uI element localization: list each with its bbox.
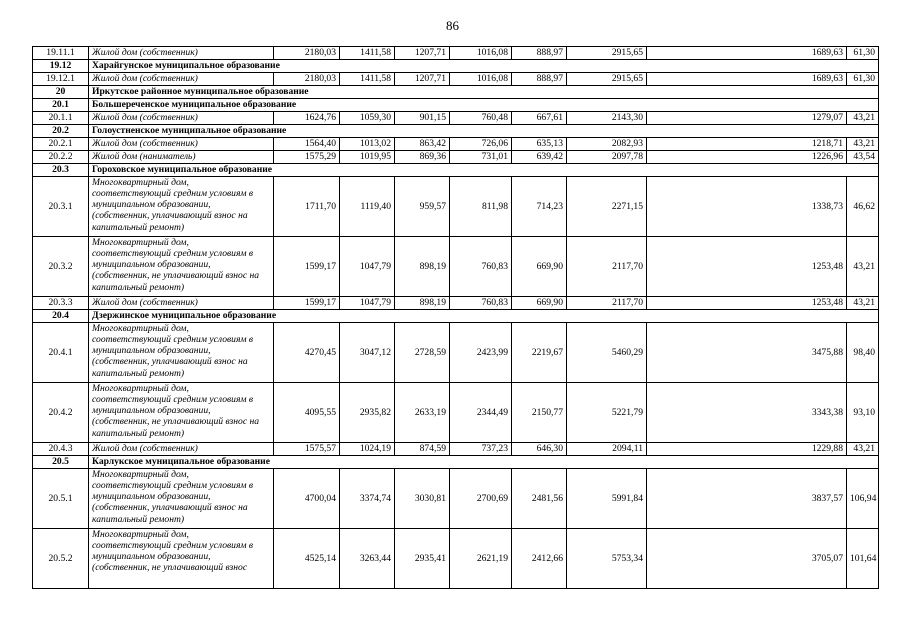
- section-code: 20.2: [33, 125, 89, 138]
- tariff-value: 760,83: [450, 297, 512, 310]
- table-row: [33, 151, 879, 164]
- row-description: Жилой дом (собственник): [89, 112, 274, 125]
- section-row: [33, 164, 879, 177]
- tariff-value: 760,48: [450, 112, 512, 125]
- tariff-value: 1253,48: [647, 237, 847, 297]
- tariff-value: 5221,79: [567, 383, 647, 443]
- tariff-value: 1016,08: [450, 73, 512, 86]
- tariff-value: 4700,04: [274, 469, 340, 529]
- row-description: Многоквартирный дом, соответствующий средним условиям в муниципальном образовании, (собственник, уплачивающий взнос на капитальный ремонт): [89, 469, 274, 529]
- page-number: 86: [446, 18, 459, 33]
- tariff-value: 43,21: [847, 443, 879, 456]
- tariff-value: 2935,82: [340, 383, 395, 443]
- section-title: Дзержинское муниципальное образование: [89, 310, 879, 323]
- tariff-value: 43,21: [847, 237, 879, 297]
- tariff-value: 1207,71: [395, 73, 450, 86]
- section-code: 20: [33, 86, 89, 99]
- row-code: 20.2.1: [33, 138, 89, 151]
- tariff-value: 3343,38: [647, 383, 847, 443]
- section-code: 20.4: [33, 310, 89, 323]
- section-title: Голоустненское муниципальное образование: [89, 125, 879, 138]
- table-row: [33, 73, 879, 86]
- tariff-value: 2481,56: [512, 469, 567, 529]
- tariff-value: 46,62: [847, 177, 879, 237]
- table-row: [33, 112, 879, 125]
- tariff-value: 1624,76: [274, 112, 340, 125]
- section-code: 20.1: [33, 99, 89, 112]
- tariff-value: 2621,19: [450, 529, 512, 589]
- tariff-value: 1024,19: [340, 443, 395, 456]
- section-row: [33, 125, 879, 138]
- tariff-value: 43,21: [847, 138, 879, 151]
- tariff-value: 2935,41: [395, 529, 450, 589]
- tariff-value: 1047,79: [340, 237, 395, 297]
- section-row: [33, 60, 879, 73]
- tariff-value: 669,90: [512, 237, 567, 297]
- tariff-value: 101,64: [847, 529, 879, 589]
- row-description: Жилой дом (собственник): [89, 297, 274, 310]
- table-row: [33, 237, 879, 297]
- row-code: 20.4.2: [33, 383, 89, 443]
- tariff-value: 1575,57: [274, 443, 340, 456]
- tariff-value: 901,15: [395, 112, 450, 125]
- tariff-value: 898,19: [395, 297, 450, 310]
- tariff-value: 1599,17: [274, 237, 340, 297]
- tariff-value: 726,06: [450, 138, 512, 151]
- tariff-value: 1575,29: [274, 151, 340, 164]
- section-row: [33, 310, 879, 323]
- tariff-value: 2150,77: [512, 383, 567, 443]
- tariff-value: 1059,30: [340, 112, 395, 125]
- row-code: 20.1.1: [33, 112, 89, 125]
- row-code: 19.11.1: [33, 47, 89, 60]
- row-description: Многоквартирный дом, соответствующий средним условиям в муниципальном образовании, (собственник, не уплачивающий взнос на капитальный ремонт): [89, 383, 274, 443]
- tariff-value: 669,90: [512, 297, 567, 310]
- row-description: Жилой дом (собственник): [89, 138, 274, 151]
- tariff-value: 2633,19: [395, 383, 450, 443]
- tariff-value: 1279,07: [647, 112, 847, 125]
- tariff-value: 869,36: [395, 151, 450, 164]
- tariff-value: 5460,29: [567, 323, 647, 383]
- tariff-value: 2271,15: [567, 177, 647, 237]
- section-row: [33, 456, 879, 469]
- row-code: 20.5.2: [33, 529, 89, 589]
- tariff-value: 1711,70: [274, 177, 340, 237]
- tariff-value: 2097,78: [567, 151, 647, 164]
- tariff-value: 1338,73: [647, 177, 847, 237]
- section-title: Харайгунское муниципальное образование: [89, 60, 879, 73]
- row-description: Многоквартирный дом, соответствующий средним условиям в муниципальном образовании, (собственник, уплачивающий взнос на капитальный ремонт): [89, 323, 274, 383]
- tariff-value: 1207,71: [395, 47, 450, 60]
- tariff-value: 1564,40: [274, 138, 340, 151]
- section-code: 20.3: [33, 164, 89, 177]
- row-description: Многоквартирный дом, соответствующий средним условиям в муниципальном образовании, (собственник, уплачивающий взнос на капитальный ремонт): [89, 177, 274, 237]
- row-description: Жилой дом (собственник): [89, 73, 274, 86]
- table-row: [33, 383, 879, 443]
- tariff-value: 2915,65: [567, 73, 647, 86]
- table-row: [33, 443, 879, 456]
- tariff-value: 1226,96: [647, 151, 847, 164]
- tariff-value: 1229,88: [647, 443, 847, 456]
- tariff-value: 646,30: [512, 443, 567, 456]
- tariff-value: 2180,03: [274, 73, 340, 86]
- tariff-value: 3837,57: [647, 469, 847, 529]
- tariff-value: 4270,45: [274, 323, 340, 383]
- tariff-value: 731,01: [450, 151, 512, 164]
- tariff-value: 2117,70: [567, 237, 647, 297]
- tariff-value: 1599,17: [274, 297, 340, 310]
- tariff-value: 3263,44: [340, 529, 395, 589]
- table-row: [33, 469, 879, 529]
- tariff-value: 1689,63: [647, 73, 847, 86]
- tariff-value: 43,21: [847, 297, 879, 310]
- row-code: 20.3.3: [33, 297, 89, 310]
- tariff-value: 2728,59: [395, 323, 450, 383]
- tariff-value: 2180,03: [274, 47, 340, 60]
- tariff-value: 43,21: [847, 112, 879, 125]
- tariff-value: 3374,74: [340, 469, 395, 529]
- tariff-value: 3705,07: [647, 529, 847, 589]
- tariff-value: 1119,40: [340, 177, 395, 237]
- row-description: Жилой дом (собственник): [89, 47, 274, 60]
- row-description: Жилой дом (наниматель): [89, 151, 274, 164]
- row-code: 20.4.3: [33, 443, 89, 456]
- table-row: [33, 177, 879, 237]
- tariff-value: 2219,67: [512, 323, 567, 383]
- tariff-value: 3030,81: [395, 469, 450, 529]
- tariff-value: 43,54: [847, 151, 879, 164]
- tariff-value: 1253,48: [647, 297, 847, 310]
- row-code: 20.3.2: [33, 237, 89, 297]
- tariff-value: 714,23: [512, 177, 567, 237]
- section-title: Большереченское муниципальное образование: [89, 99, 879, 112]
- tariff-value: 1013,02: [340, 138, 395, 151]
- tariff-value: 4095,55: [274, 383, 340, 443]
- tariff-value: 1689,63: [647, 47, 847, 60]
- table-body: [33, 47, 879, 589]
- tariff-value: 2143,30: [567, 112, 647, 125]
- tariff-value: 888,97: [512, 47, 567, 60]
- tariff-value: 1047,79: [340, 297, 395, 310]
- tariff-value: 2700,69: [450, 469, 512, 529]
- tariff-value: 1016,08: [450, 47, 512, 60]
- section-title: Карлукское муниципальное образование: [89, 456, 879, 469]
- tariff-value: 959,57: [395, 177, 450, 237]
- tariff-value: 106,94: [847, 469, 879, 529]
- section-title: Иркутское районное муниципальное образование: [89, 86, 879, 99]
- tariff-value: 667,61: [512, 112, 567, 125]
- tariff-value: 3475,88: [647, 323, 847, 383]
- row-code: 20.4.1: [33, 323, 89, 383]
- tariff-value: 3047,12: [340, 323, 395, 383]
- tariff-value: 93,10: [847, 383, 879, 443]
- tariff-value: 2117,70: [567, 297, 647, 310]
- tariff-value: 863,42: [395, 138, 450, 151]
- tariff-value: 2094,11: [567, 443, 647, 456]
- table-row: [33, 47, 879, 60]
- row-description: Многоквартирный дом, соответствующий средним условиям в муниципальном образовании, (собственник, не уплачивающий взнос: [89, 529, 274, 589]
- tariff-value: 737,23: [450, 443, 512, 456]
- tariff-value: 639,42: [512, 151, 567, 164]
- row-code: 20.5.1: [33, 469, 89, 529]
- tariff-value: 61,30: [847, 47, 879, 60]
- tariff-value: 2344,49: [450, 383, 512, 443]
- table-row: [33, 297, 879, 310]
- tariff-value: 811,98: [450, 177, 512, 237]
- tariff-value: 888,97: [512, 73, 567, 86]
- tariff-value: 1019,95: [340, 151, 395, 164]
- tariff-value: 1411,58: [340, 47, 395, 60]
- tariff-value: 5753,34: [567, 529, 647, 589]
- table-row: [33, 323, 879, 383]
- tariff-table: [32, 46, 879, 589]
- section-code: 19.12: [33, 60, 89, 73]
- tariff-value: 5991,84: [567, 469, 647, 529]
- tariff-value: 2082,93: [567, 138, 647, 151]
- row-code: 19.12.1: [33, 73, 89, 86]
- tariff-value: 98,40: [847, 323, 879, 383]
- tariff-value: 1218,71: [647, 138, 847, 151]
- section-title: Гороховское муниципальное образование: [89, 164, 879, 177]
- table-row: [33, 138, 879, 151]
- tariff-value: 898,19: [395, 237, 450, 297]
- tariff-value: 61,30: [847, 73, 879, 86]
- tariff-value: 4525,14: [274, 529, 340, 589]
- tariff-value: 1411,58: [340, 73, 395, 86]
- row-code: 20.2.2: [33, 151, 89, 164]
- table-row: [33, 529, 879, 589]
- tariff-value: 635,13: [512, 138, 567, 151]
- section-row: [33, 99, 879, 112]
- row-description: Жилой дом (собственник): [89, 443, 274, 456]
- section-row: [33, 86, 879, 99]
- tariff-value: 760,83: [450, 237, 512, 297]
- row-code: 20.3.1: [33, 177, 89, 237]
- tariff-value: 874,59: [395, 443, 450, 456]
- tariff-value: 2412,66: [512, 529, 567, 589]
- section-code: 20.5: [33, 456, 89, 469]
- row-description: Многоквартирный дом, соответствующий средним условиям в муниципальном образовании, (собственник, не уплачивающий взнос на капитальный ремонт): [89, 237, 274, 297]
- tariff-value: 2915,65: [567, 47, 647, 60]
- tariff-value: 2423,99: [450, 323, 512, 383]
